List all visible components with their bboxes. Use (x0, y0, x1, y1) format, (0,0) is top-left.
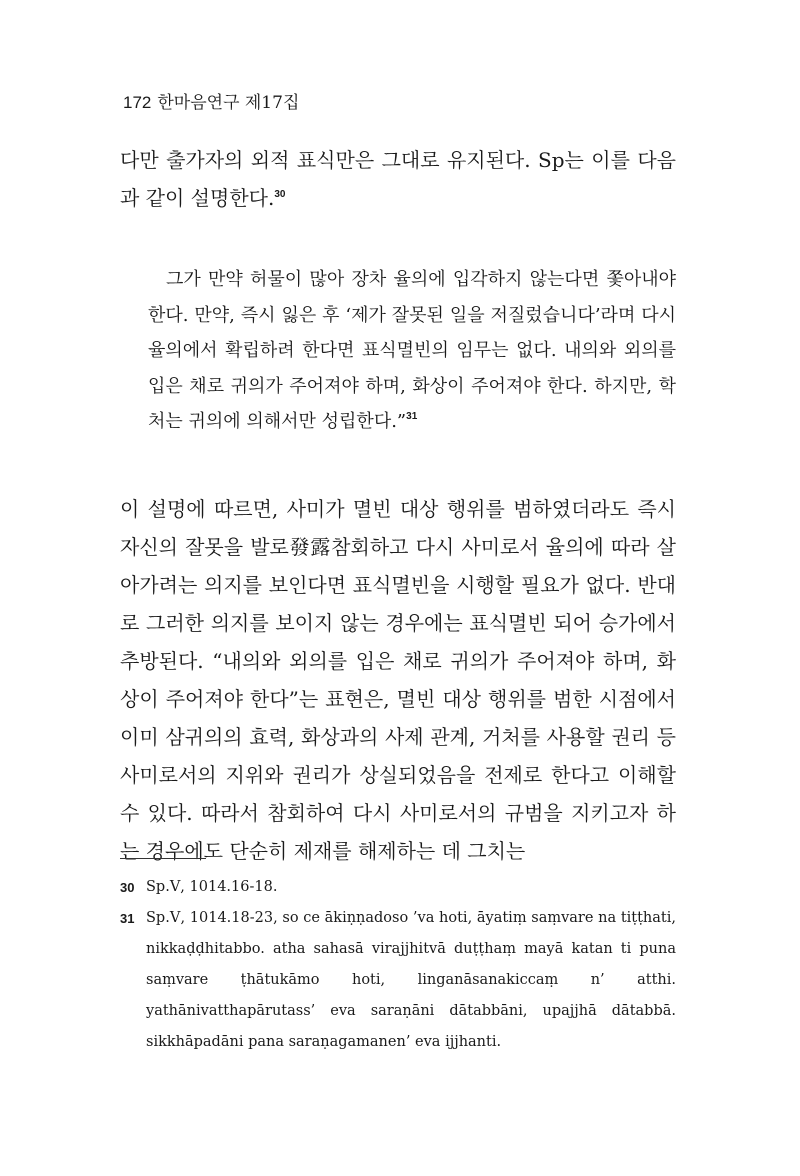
body-paragraph-2-text: 이 설명에 따르면, 사미가 멸빈 대상 행위를 범하였더라도 즉시 자신의 잘못을 발로發露참회하고 다시 사미로서 율의에 따라 살아가려는 의지를 보인다면 표식멸빈을 시행할 필요가 없다. 반대로 그러한 의지를 보이지 않는 경우에는 표식멸빈 되어 승가에서 추방된다. “내의와 외의를 입은 채로 귀의가 주어져야 하며, 화상이 주어져야 한다”는 표현은, 멸빈 대상 행위를 범한 시점에서 이미 삼귀의의 효력, 화상과의 사제 관계, 거처를 사용할 권리 등 사미로서의 지위와 권리가 상실되었음을 전제로 한다고 이해할 수 있다. 따라서 참회하여 다시 사미로서의 규범을 지키고자 하는 경우에도 단순히 제재를 해제하는 데 그치는 (120, 497, 676, 863)
footnotes (120, 872, 676, 1058)
footnote-31 (120, 903, 676, 1058)
footnote-divider (120, 858, 206, 859)
footnote-number: 30 (120, 880, 135, 895)
footnote-text: Sp.Ⅴ, 1014.16-18. (146, 879, 278, 895)
footnote-number: 31 (120, 911, 135, 926)
block-quote (148, 262, 676, 440)
journal-title: 한마음연구 제17집 (157, 93, 300, 113)
block-quote-text: 그가 만약 허물이 많아 장차 율의에 입각하지 않는다면 쫓아내야 한다. 만약, 즉시 잃은 후 ‘제가 잘못된 일을 저질렀습니다’라며 다시 율의에서 확립하려 한다면 표식멸빈의 임무는 없다. 내의와 외의를 입은 채로 귀의가 주어져야 하며, 화상이 주어져야 한다. 하지만, 학처는 귀의에 의해서만 성립한다.” (148, 269, 676, 432)
footnote-ref-30[interactable]: 30 (274, 189, 286, 200)
footnote-30 (120, 872, 676, 903)
running-head (123, 88, 299, 113)
page-number: 172 (123, 93, 152, 112)
footnote-ref-31[interactable]: 31 (406, 411, 418, 422)
body-paragraph-1 (120, 141, 676, 217)
footnote-text: Sp.Ⅴ, 1014.18-23, so ce ākiṇṇadoso ’va hoti, āyatiṃ saṃvare na tiṭṭhati, nikkaḍḍhitabbo. atha sahasā virajjhitvā duṭṭhaṃ mayā katan ti puna saṃvare ṭhātukāmo hoti, linganāsanakiccaṃ n’ atthi. yathānivatthapārutass’ eva saraṇāni dātabbāni, upajjhā dātabbā. sikkhāpadāni pana saraṇagamanen’ eva ijjhanti. (146, 910, 676, 1050)
body-paragraph-2 (120, 490, 676, 870)
body-paragraph-1-text: 다만 출가자의 외적 표식만은 그대로 유지된다. Sp는 이를 다음과 같이 설명한다. (120, 148, 676, 210)
